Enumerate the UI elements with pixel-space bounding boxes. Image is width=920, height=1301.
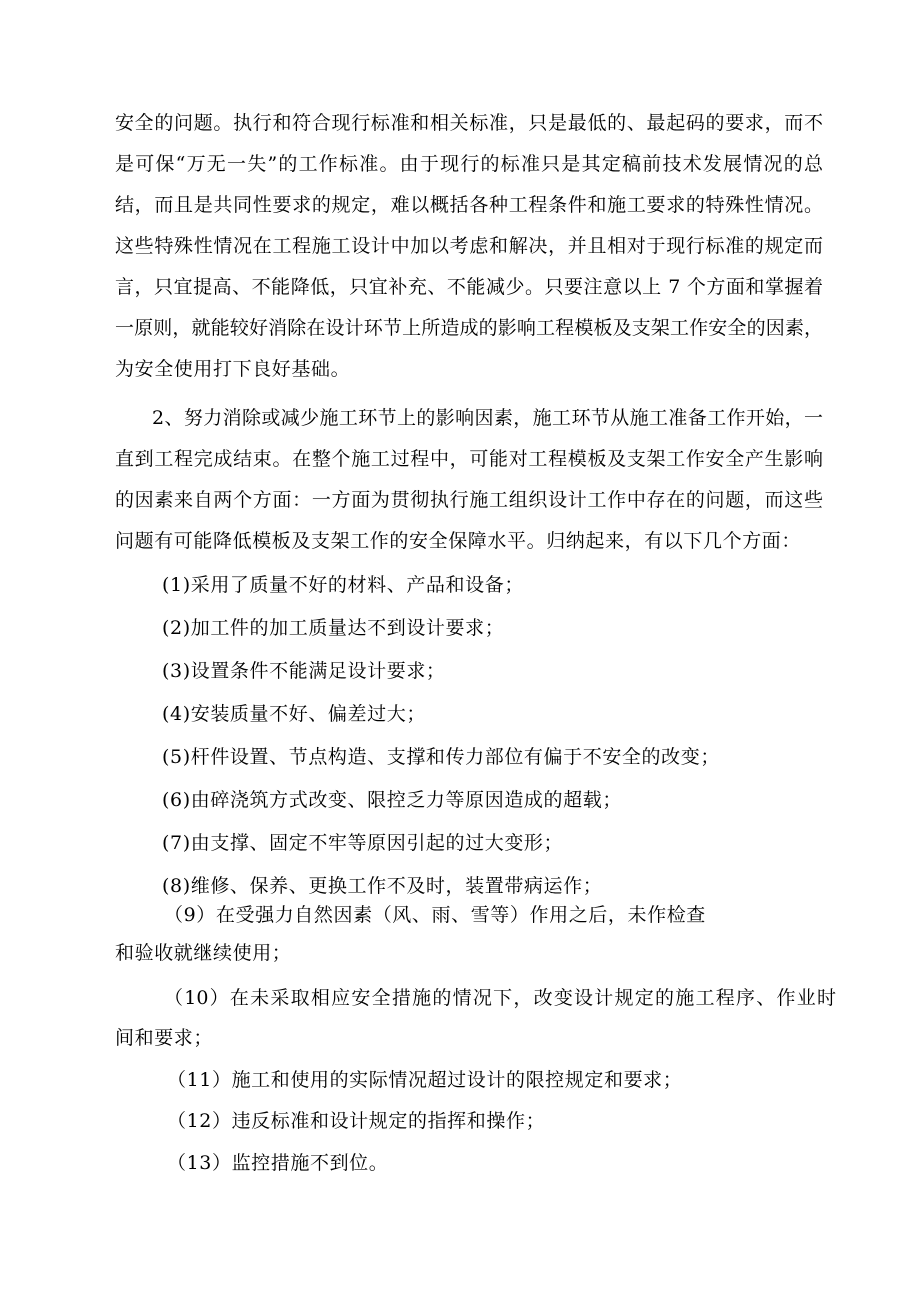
list-item: (2)加工件的加工质量达不到设计要求；	[162, 617, 505, 639]
paragraph-line: 的因素来自两个方面：一方面为贯彻执行施工组织设计工作中存在的问题，而这些	[115, 489, 823, 511]
list-item: (6)由碎浇筑方式改变、限控乏力等原因造成的超载；	[162, 789, 622, 811]
paragraph-line: 直到工程完成结束。在整个施工过程中，可能对工程模板及支架工作安全产生影响	[115, 448, 823, 470]
paragraph-line: 结，而且是共同性要求的规定，难以概括各种工程条件和施工要求的特殊性情况。	[115, 194, 823, 216]
paragraph-line: 2、努力消除或减少施工环节上的影响因素，施工环节从施工准备工作开始，一	[152, 407, 823, 429]
list-item: (5)杆件设置、节点构造、支撑和传力部位有偏于不安全的改变；	[162, 746, 720, 768]
list-item: (7)由支撑、固定不牢等原因引起的过大变形；	[162, 832, 564, 854]
paragraph-line: 这些特殊性情况在工程施工设计中加以考虑和解决，并且相对于现行标准的规定而	[115, 235, 823, 257]
list-item: （11）施工和使用的实际情况超过设计的限控规定和要求；	[167, 1069, 683, 1091]
list-item: (3)设置条件不能满足设计要求；	[162, 660, 446, 682]
list-item: （12）违反标准和设计规定的指挥和操作；	[167, 1110, 546, 1132]
list-item: (4)安装质量不好、偏差过大；	[162, 703, 426, 725]
list-item: (8)维修、保养、更换工作不及时，装置带病运作；	[162, 875, 603, 897]
paragraph-line: 问题有可能降低模板及支架工作的安全保障水平。归纳起来，有以下几个方面：	[115, 530, 802, 552]
list-item-continuation: 和验收就继续使用；	[115, 942, 292, 964]
paragraph-line: 一原则，就能较好消除在设计环节上所造成的影响工程模板及支架工作安全的因素，	[115, 317, 823, 339]
list-item: （10）在未采取相应安全措施的情况下，改变设计规定的施工程序、作业时	[164, 987, 836, 1009]
list-item: （9）在受强力自然因素（风、雨、雪等）作用之后，未作检查	[164, 904, 706, 926]
list-item: (1)采用了质量不好的材料、产品和设备；	[162, 574, 524, 596]
paragraph-line: 是可保“万无一失”的工作标准。由于现行的标准只是其定稿前技术发展情况的总	[115, 153, 823, 175]
paragraph-line: 言，只宜提高、不能降低，只宜补充、不能减少。只要注意以上 7 个方面和掌握着	[115, 276, 823, 298]
paragraph-line: 安全的问题。执行和符合现行标准和相关标准，只是最低的、最起码的要求，而不	[115, 112, 823, 134]
list-item: （13）监控措施不到位。	[167, 1152, 389, 1174]
list-item-continuation: 间和要求；	[115, 1027, 214, 1049]
paragraph-line: 为安全使用打下良好基础。	[115, 358, 351, 380]
